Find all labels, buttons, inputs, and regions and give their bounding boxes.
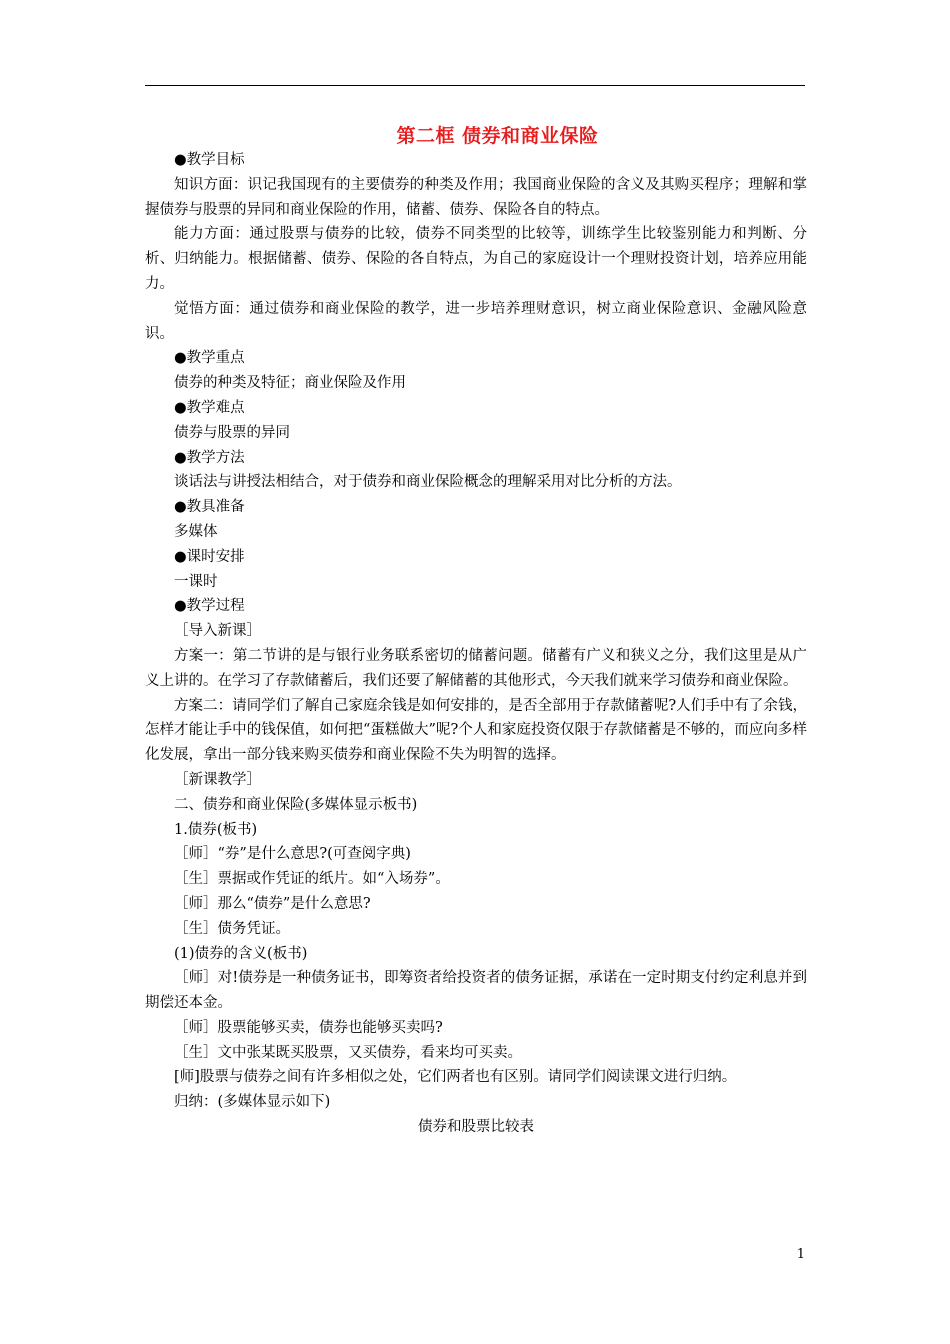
paragraph-key-points: 债券的种类及特征；商业保险及作用 bbox=[174, 375, 406, 392]
paragraph-bonds: 1.债券(板书) bbox=[174, 821, 258, 838]
document-body bbox=[145, 148, 807, 1140]
dialogue-line: ［生］文中张某既买股票，又买债券，看来均可买卖。 bbox=[174, 1044, 522, 1061]
dialogue-line: [师]股票与债券之间有许多相似之处，它们两者也有区别。请同学们阅读课文进行归纳。 bbox=[174, 1069, 737, 1086]
paragraph-materials: 多媒体 bbox=[174, 523, 218, 540]
paragraph-knowledge: 知识方面：识记我国现有的主要债券的种类及作用；我国商业保险的含义及其购买程序；理解和掌握债券与股票的异同和商业保险的作用，储蓄、债券、保险各自的特点。 bbox=[145, 176, 807, 218]
page-title: 第二框 债券和商业保险 bbox=[396, 125, 599, 147]
section-heading-objectives: ●教学目标 bbox=[174, 152, 245, 168]
section-heading-difficulties: ●教学难点 bbox=[174, 399, 245, 416]
section-heading-schedule: ●课时安排 bbox=[174, 548, 245, 565]
subheading-new-lesson: ［新课教学］ bbox=[174, 771, 261, 788]
paragraph-methods: 谈话法与讲授法相结合，对于债券和商业保险概念的理解采用对比分析的方法。 bbox=[174, 474, 682, 491]
paragraph-summary: 归纳：(多媒体显示如下) bbox=[174, 1094, 331, 1111]
dialogue-line: ［师］股票能够买卖，债券也能够买卖吗? bbox=[174, 1019, 443, 1036]
section-heading-key-points: ●教学重点 bbox=[174, 350, 245, 367]
section-heading-methods: ●教学方法 bbox=[174, 449, 245, 466]
section-heading-materials: ●教具准备 bbox=[174, 499, 245, 516]
dialogue-line: ［师］对!债券是一种债务证书，即筹资者给投资者的债务证据，承诺在一定时期支付约定利息并到期偿还本金。 bbox=[145, 970, 807, 1012]
dialogue-line: ［师］那么“债券”是什么意思? bbox=[174, 895, 371, 912]
dialogue-line: ［生］票据或作凭证的纸片。如“入场券”。 bbox=[174, 871, 450, 888]
paragraph-bond-definition-heading: (1)债券的含义(板书) bbox=[174, 945, 308, 962]
paragraph-awareness: 觉悟方面：通过债券和商业保险的教学，进一步培养理财意识，树立商业保险意识、金融风险意识。 bbox=[145, 300, 807, 342]
page-number: 1 bbox=[796, 1247, 805, 1262]
paragraph-plan-two: 方案二：请同学们了解自己家庭余钱是如何安排的，是否全部用于存款储蓄呢?人们手中有了余钱，怎样才能让手中的钱保值，如何把“蛋糕做大”呢?个人和家庭投资仅限于存款储蓄是不够的，而应向多样化发展，拿出一部分钱来购买债券和商业保险不失为明智的选择。 bbox=[145, 697, 807, 764]
paragraph-plan-one: 方案一：第二节讲的是与银行业务联系密切的储蓄问题。储蓄有广义和狭义之分，我们这里是从广义上讲的。在学习了存款储蓄后，我们还要了解储蓄的其他形式，今天我们就来学习债券和商业保险。 bbox=[145, 647, 807, 689]
table-caption: 债券和股票比较表 bbox=[418, 1119, 534, 1136]
subheading-intro: ［导入新课］ bbox=[174, 623, 261, 640]
dialogue-line: ［生］债务凭证。 bbox=[174, 920, 290, 937]
paragraph-difficulties: 债券与股票的异同 bbox=[174, 424, 290, 441]
paragraph-section-two: 二、债券和商业保险(多媒体显示板书) bbox=[174, 796, 418, 813]
paragraph-schedule: 一课时 bbox=[174, 573, 218, 590]
dialogue-line: ［师］“券”是什么意思?(可查阅字典) bbox=[174, 846, 411, 863]
paragraph-ability: 能力方面：通过股票与债券的比较，债券不同类型的比较等，训练学生比较鉴别能力和判断、分析、归纳能力。根据储蓄、债券、保险的各自特点，为自己的家庭设计一个理财投资计划，培养应用能力。 bbox=[145, 226, 807, 292]
header-rule bbox=[145, 85, 805, 86]
section-heading-process: ●教学过程 bbox=[174, 598, 245, 615]
